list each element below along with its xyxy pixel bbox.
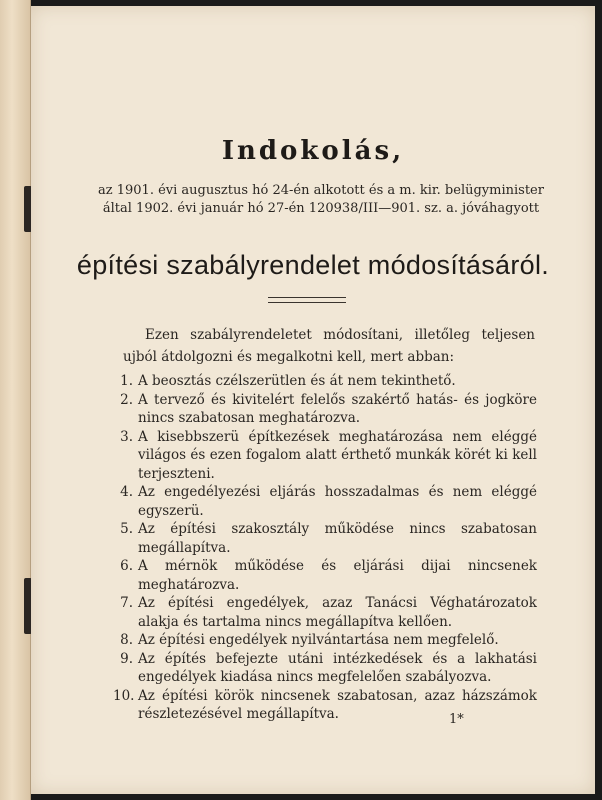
item-number: 5. — [120, 521, 133, 537]
item-text: A kisebbszerü építkezések meghatározása nem eléggé világos és ezen fogalom alatt érthető munkák körét ki kell terjeszteni. — [138, 428, 537, 482]
intro-paragraph: Ezen szabályrendeletet módosítani, illetőleg teljesen ujból átdolgozni és megalkotni kell, mert abban: — [123, 327, 535, 365]
item-number: 1. — [120, 373, 133, 389]
reasons-list — [113, 372, 537, 724]
item-text: Az építési engedélyek nyilvántartása nem megfelelő. — [138, 632, 499, 648]
item-number: 4. — [120, 484, 133, 500]
list-item — [113, 372, 537, 391]
item-text: Az engedélyezési eljárás hosszadalmas és nem eléggé egyszerü. — [138, 484, 537, 519]
item-text: A tervező és kivitelért felelős szakértő hatás- és jogköre nincs szabatosan meghatározva. — [138, 391, 537, 426]
item-text: Az építési engedélyek, azaz Tanácsi Véghatározatok alakja és tartalma nincs megállapítva kellően. — [138, 595, 537, 630]
list-item — [113, 687, 537, 724]
item-text: Az építési körök nincsenek szabatosan, azaz házszámok részletezésével megállapítva. — [138, 687, 537, 722]
item-number: 9. — [120, 650, 133, 667]
list-item — [113, 391, 537, 428]
document-page — [31, 6, 595, 794]
item-text: Az építés befejezte utáni intézkedések és a lakhatási engedélyek kiadása nincs megfelelően szabályozva. — [138, 650, 537, 685]
main-heading: építési szabályrendelet módosításáról. — [76, 250, 550, 280]
list-item — [113, 557, 537, 594]
list-item — [113, 631, 537, 650]
list-item — [113, 594, 537, 631]
book-spine — [0, 0, 31, 800]
item-number: 6. — [120, 558, 133, 574]
double-rule-divider — [268, 297, 346, 303]
item-text: Az építési szakosztály működése nincs szabatosan megállapítva. — [138, 521, 537, 556]
list-item — [113, 520, 537, 557]
item-text: A mérnök működése és eljárási dijai nincsenek meghatározva. — [138, 558, 537, 593]
item-number: 7. — [120, 595, 133, 611]
list-item — [113, 428, 537, 484]
subtitle: az 1901. évi augusztus hó 24-én alkotott és a m. kir. belügyminister által 1902. évi január hó 27-én 120938/III—901. sz. a. jóváhagyott — [98, 183, 544, 216]
list-item — [113, 483, 537, 520]
item-number: 3. — [120, 428, 133, 445]
item-number: 2. — [120, 391, 133, 408]
item-text: A beosztás czélszerütlen és át nem tekinthető. — [138, 373, 456, 389]
page-number: 1* — [449, 712, 464, 727]
page-title: Indokolás, — [221, 136, 405, 166]
item-number: 10. — [113, 687, 135, 704]
list-item — [113, 650, 537, 687]
item-number: 8. — [120, 632, 133, 648]
